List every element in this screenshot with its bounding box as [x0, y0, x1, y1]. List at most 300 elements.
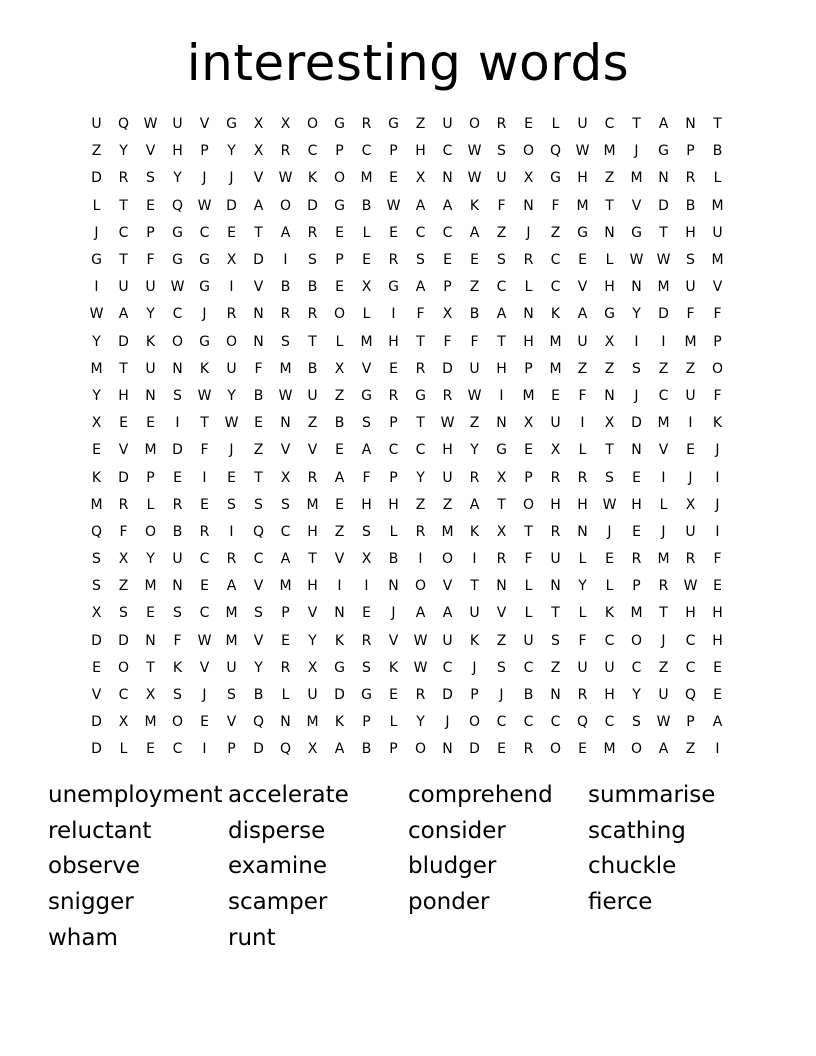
grid-letter: J — [472, 659, 477, 676]
grid-letter: I — [472, 551, 477, 568]
grid-letter: R — [523, 741, 534, 758]
grid-letter: S — [92, 551, 101, 568]
grid-letter: I — [715, 523, 720, 540]
grid-letter: K — [334, 632, 345, 649]
word-search-grid — [83, 111, 731, 764]
grid-letter: M — [306, 714, 319, 731]
grid-letter: R — [496, 116, 507, 133]
grid-letter: A — [469, 224, 480, 241]
grid-letter: C — [415, 224, 426, 241]
grid-letter: N — [604, 224, 615, 241]
grid-letter: D — [118, 469, 129, 486]
grid-letter: E — [389, 224, 398, 241]
grid-row — [83, 600, 731, 627]
grid-letter: Q — [576, 714, 589, 731]
grid-letter: C — [496, 714, 507, 731]
grid-letter: Y — [92, 387, 101, 404]
grid-letter: T — [416, 333, 425, 350]
grid-letter: H — [604, 279, 615, 296]
grid-letter: E — [713, 687, 722, 704]
grid-letter: R — [415, 523, 426, 540]
grid-letter: W — [467, 387, 482, 404]
grid-letter: L — [551, 116, 560, 133]
grid-letter: R — [415, 687, 426, 704]
grid-letter: W — [683, 578, 698, 595]
grid-letter: L — [362, 306, 371, 323]
grid-letter: H — [172, 143, 183, 160]
grid-letter: V — [307, 605, 318, 622]
grid-letter: E — [335, 442, 344, 459]
grid-letter: N — [172, 360, 183, 377]
grid-letter: W — [197, 632, 212, 649]
grid-letter: V — [658, 442, 669, 459]
grid-letter: O — [441, 551, 454, 568]
grid-letter: W — [278, 170, 293, 187]
grid-letter: I — [688, 415, 693, 432]
grid-letter: Y — [227, 387, 236, 404]
grid-letter: D — [442, 687, 453, 704]
grid-letter: U — [307, 687, 318, 704]
grid-letter: J — [445, 714, 450, 731]
grid-letter: R — [307, 469, 318, 486]
grid-letter: H — [361, 496, 372, 513]
grid-letter: F — [497, 197, 506, 214]
grid-letter: Y — [578, 578, 587, 595]
grid-letter: N — [253, 306, 264, 323]
grid-letter: F — [119, 523, 128, 540]
grid-letter: G — [658, 143, 669, 160]
grid-letter: W — [467, 170, 482, 187]
grid-letter: G — [388, 279, 399, 296]
grid-letter: M — [549, 333, 562, 350]
grid-letter: J — [715, 496, 720, 513]
grid-letter: X — [253, 116, 264, 133]
grid-letter: W — [413, 632, 428, 649]
grid-letter: S — [254, 605, 263, 622]
grid-letter: W — [413, 659, 428, 676]
grid-letter: L — [524, 605, 533, 622]
grid-letter: I — [364, 578, 369, 595]
grid-letter: Z — [307, 415, 318, 432]
grid-letter: G — [388, 116, 399, 133]
grid-letter: Z — [334, 387, 345, 404]
grid-letter: O — [306, 116, 319, 133]
word-list-item: unemployment — [48, 782, 223, 809]
grid-letter: B — [334, 415, 345, 432]
grid-letter: A — [658, 741, 669, 758]
grid-letter: U — [172, 551, 183, 568]
grid-letter: A — [469, 496, 480, 513]
grid-letter: U — [577, 116, 588, 133]
grid-letter: N — [145, 387, 156, 404]
word-list-row — [48, 814, 768, 850]
grid-letter: G — [199, 333, 210, 350]
grid-row — [83, 546, 731, 573]
grid-letter: X — [604, 415, 615, 432]
grid-letter: M — [711, 197, 724, 214]
word-list-row — [48, 778, 768, 814]
grid-letter: N — [604, 387, 615, 404]
grid-letter: A — [280, 224, 291, 241]
grid-letter: R — [523, 252, 534, 269]
grid-letter: R — [361, 632, 372, 649]
grid-letter: X — [307, 659, 318, 676]
grid-letter: A — [415, 279, 426, 296]
grid-letter: Z — [658, 360, 669, 377]
grid-letter: G — [172, 224, 183, 241]
grid-row — [83, 628, 731, 655]
grid-letter: J — [688, 469, 693, 486]
grid-letter: M — [279, 360, 292, 377]
grid-letter: D — [658, 306, 669, 323]
grid-letter: H — [631, 496, 642, 513]
grid-row — [83, 165, 731, 192]
grid-letter: X — [280, 469, 291, 486]
grid-letter: A — [334, 469, 345, 486]
grid-letter: E — [551, 387, 560, 404]
grid-letter: W — [467, 143, 482, 160]
grid-letter: V — [91, 687, 102, 704]
grid-letter: D — [91, 714, 102, 731]
grid-letter: N — [496, 415, 507, 432]
grid-letter: C — [442, 224, 453, 241]
grid-letter: K — [91, 469, 102, 486]
grid-letter: C — [172, 741, 183, 758]
grid-letter: E — [632, 523, 641, 540]
grid-letter: M — [90, 360, 103, 377]
grid-letter: M — [630, 170, 643, 187]
grid-letter: O — [225, 333, 238, 350]
grid-letter: C — [550, 252, 561, 269]
grid-letter: L — [146, 496, 155, 513]
grid-letter: H — [307, 578, 318, 595]
grid-letter: J — [715, 442, 720, 459]
grid-letter: L — [92, 197, 101, 214]
grid-letter: Z — [334, 523, 345, 540]
grid-letter: D — [631, 415, 642, 432]
grid-letter: I — [391, 306, 396, 323]
grid-letter: D — [91, 632, 102, 649]
grid-letter: J — [202, 306, 207, 323]
grid-letter: A — [361, 442, 372, 459]
grid-letter: T — [659, 605, 668, 622]
grid-letter: R — [442, 387, 453, 404]
grid-letter: X — [550, 442, 561, 459]
grid-letter: E — [443, 252, 452, 269]
grid-letter: H — [307, 523, 318, 540]
grid-letter: C — [253, 551, 264, 568]
grid-letter: E — [389, 687, 398, 704]
grid-letter: O — [711, 360, 724, 377]
grid-letter: R — [307, 306, 318, 323]
grid-letter: D — [442, 360, 453, 377]
grid-letter: V — [280, 442, 291, 459]
grid-letter: T — [551, 605, 560, 622]
grid-letter: E — [227, 469, 236, 486]
grid-letter: Q — [684, 687, 697, 704]
grid-row — [83, 709, 731, 736]
grid-letter: P — [281, 605, 290, 622]
grid-letter: Z — [91, 143, 102, 160]
grid-letter: G — [334, 116, 345, 133]
grid-letter: H — [604, 687, 615, 704]
grid-letter: P — [470, 687, 479, 704]
grid-letter: R — [685, 551, 696, 568]
grid-letter: T — [497, 496, 506, 513]
grid-letter: W — [386, 197, 401, 214]
grid-letter: N — [280, 415, 291, 432]
grid-letter: I — [580, 415, 585, 432]
grid-letter: R — [658, 578, 669, 595]
grid-letter: X — [118, 714, 129, 731]
grid-letter: D — [253, 741, 264, 758]
grid-letter: F — [524, 551, 533, 568]
grid-row — [83, 682, 731, 709]
grid-letter: U — [604, 659, 615, 676]
grid-letter: S — [497, 659, 506, 676]
grid-letter: S — [632, 360, 641, 377]
grid-letter: P — [524, 360, 533, 377]
grid-row — [83, 356, 731, 383]
grid-letter: U — [91, 116, 102, 133]
grid-letter: U — [442, 116, 453, 133]
grid-letter: T — [119, 197, 128, 214]
grid-letter: T — [200, 415, 209, 432]
grid-letter: P — [389, 741, 398, 758]
grid-letter: H — [712, 605, 723, 622]
grid-letter: K — [199, 360, 210, 377]
grid-row — [83, 519, 731, 546]
grid-letter: T — [470, 578, 479, 595]
grid-letter: M — [603, 741, 616, 758]
grid-letter: N — [280, 714, 291, 731]
grid-letter: E — [389, 360, 398, 377]
word-list-item: bludger — [408, 853, 497, 880]
grid-letter: K — [550, 306, 561, 323]
word-list-item: scamper — [228, 889, 328, 916]
grid-letter: E — [578, 252, 587, 269]
grid-letter: N — [631, 442, 642, 459]
grid-letter: Z — [604, 170, 615, 187]
grid-letter: W — [143, 116, 158, 133]
grid-letter: P — [146, 224, 155, 241]
grid-letter: P — [443, 279, 452, 296]
grid-letter: D — [658, 197, 669, 214]
grid-letter: E — [92, 659, 101, 676]
grid-letter: M — [360, 170, 373, 187]
grid-letter: R — [226, 551, 237, 568]
grid-letter: X — [307, 741, 318, 758]
grid-letter: F — [713, 551, 722, 568]
word-list-item: reluctant — [48, 817, 152, 844]
grid-letter: V — [118, 442, 129, 459]
grid-letter: B — [469, 306, 480, 323]
grid-letter: C — [199, 224, 210, 241]
grid-letter: X — [361, 279, 372, 296]
grid-letter: K — [334, 714, 345, 731]
grid-letter: O — [414, 578, 427, 595]
grid-letter: B — [280, 279, 291, 296]
grid-letter: G — [199, 279, 210, 296]
grid-letter: H — [577, 496, 588, 513]
grid-letter: E — [200, 578, 209, 595]
grid-letter: L — [335, 333, 344, 350]
grid-letter: S — [281, 333, 290, 350]
grid-letter: W — [440, 415, 455, 432]
grid-letter: U — [685, 387, 696, 404]
grid-letter: Z — [550, 224, 561, 241]
grid-letter: O — [333, 170, 346, 187]
grid-letter: B — [253, 687, 264, 704]
grid-letter: E — [632, 469, 641, 486]
grid-letter: E — [605, 551, 614, 568]
grid-letter: O — [522, 496, 535, 513]
grid-letter: F — [146, 252, 155, 269]
grid-letter: E — [146, 415, 155, 432]
grid-letter: A — [658, 116, 669, 133]
grid-letter: N — [496, 578, 507, 595]
grid-letter: T — [119, 252, 128, 269]
grid-letter: C — [118, 224, 129, 241]
grid-letter: M — [657, 551, 670, 568]
grid-letter: G — [415, 387, 426, 404]
grid-letter: F — [713, 306, 722, 323]
grid-letter: O — [522, 143, 535, 160]
grid-letter: W — [278, 387, 293, 404]
grid-letter: S — [254, 496, 263, 513]
grid-letter: M — [279, 578, 292, 595]
grid-letter: H — [685, 605, 696, 622]
grid-row — [83, 220, 731, 247]
grid-letter: H — [523, 333, 534, 350]
grid-letter: C — [523, 659, 534, 676]
grid-letter: J — [607, 523, 612, 540]
grid-letter: O — [630, 632, 643, 649]
grid-letter: T — [308, 551, 317, 568]
grid-letter: T — [605, 442, 614, 459]
grid-letter: C — [658, 387, 669, 404]
grid-letter: X — [685, 496, 696, 513]
grid-letter: F — [713, 387, 722, 404]
grid-letter: X — [91, 415, 102, 432]
grid-letter: N — [442, 170, 453, 187]
grid-letter: S — [227, 687, 236, 704]
grid-letter: C — [550, 714, 561, 731]
grid-letter: V — [199, 116, 210, 133]
grid-letter: F — [470, 333, 479, 350]
grid-letter: B — [253, 387, 264, 404]
grid-letter: C — [118, 687, 129, 704]
grid-letter: Q — [279, 741, 292, 758]
grid-letter: K — [469, 197, 480, 214]
grid-letter: E — [524, 116, 533, 133]
grid-letter: Q — [171, 197, 184, 214]
grid-letter: Y — [416, 469, 425, 486]
grid-letter: M — [441, 523, 454, 540]
grid-letter: R — [118, 170, 129, 187]
grid-letter: X — [361, 551, 372, 568]
grid-letter: Z — [118, 578, 129, 595]
grid-letter: H — [685, 224, 696, 241]
grid-letter: F — [254, 360, 263, 377]
grid-letter: E — [578, 741, 587, 758]
grid-letter: S — [281, 496, 290, 513]
grid-letter: Y — [119, 143, 128, 160]
grid-letter: Y — [227, 143, 236, 160]
word-list-item: ponder — [408, 889, 490, 916]
grid-letter: Z — [658, 659, 669, 676]
grid-letter: P — [200, 143, 209, 160]
grid-letter: G — [577, 224, 588, 241]
grid-letter: A — [253, 197, 264, 214]
grid-letter: L — [389, 523, 398, 540]
grid-letter: G — [496, 442, 507, 459]
grid-letter: Q — [117, 116, 130, 133]
grid-letter: G — [361, 387, 372, 404]
grid-letter: N — [145, 632, 156, 649]
grid-letter: X — [91, 605, 102, 622]
grid-letter: S — [92, 578, 101, 595]
grid-letter: Z — [442, 496, 453, 513]
grid-letter: Y — [146, 306, 155, 323]
grid-letter: T — [308, 333, 317, 350]
grid-letter: M — [144, 442, 157, 459]
grid-letter: N — [577, 523, 588, 540]
grid-letter: R — [469, 469, 480, 486]
grid-letter: T — [146, 659, 155, 676]
grid-letter: R — [388, 387, 399, 404]
grid-letter: N — [172, 578, 183, 595]
grid-row — [83, 655, 731, 682]
word-list — [48, 778, 768, 956]
grid-letter: C — [442, 143, 453, 160]
grid-row — [83, 464, 731, 491]
grid-row — [83, 437, 731, 464]
grid-letter: N — [631, 279, 642, 296]
grid-letter: W — [197, 387, 212, 404]
grid-letter: R — [496, 551, 507, 568]
grid-letter: L — [389, 714, 398, 731]
grid-letter: E — [497, 741, 506, 758]
grid-letter: L — [605, 578, 614, 595]
grid-letter: R — [172, 496, 183, 513]
grid-letter: S — [497, 252, 506, 269]
grid-letter: Z — [496, 224, 507, 241]
grid-letter: G — [550, 170, 561, 187]
grid-letter: K — [604, 605, 615, 622]
grid-letter: Z — [253, 442, 264, 459]
grid-letter: H — [442, 442, 453, 459]
grid-letter: U — [172, 116, 183, 133]
grid-letter: T — [254, 469, 263, 486]
grid-letter: R — [280, 659, 291, 676]
grid-letter: R — [280, 143, 291, 160]
grid-letter: W — [575, 143, 590, 160]
grid-letter: O — [171, 714, 184, 731]
grid-letter: C — [199, 551, 210, 568]
grid-letter: K — [388, 659, 399, 676]
grid-letter: E — [470, 252, 479, 269]
word-list-item: wham — [48, 924, 118, 951]
grid-letter: J — [229, 442, 234, 459]
grid-letter: M — [306, 496, 319, 513]
grid-letter: O — [549, 741, 562, 758]
grid-letter: E — [200, 496, 209, 513]
grid-letter: E — [227, 224, 236, 241]
grid-letter: X — [226, 252, 237, 269]
grid-letter: U — [577, 659, 588, 676]
grid-letter: E — [119, 415, 128, 432]
